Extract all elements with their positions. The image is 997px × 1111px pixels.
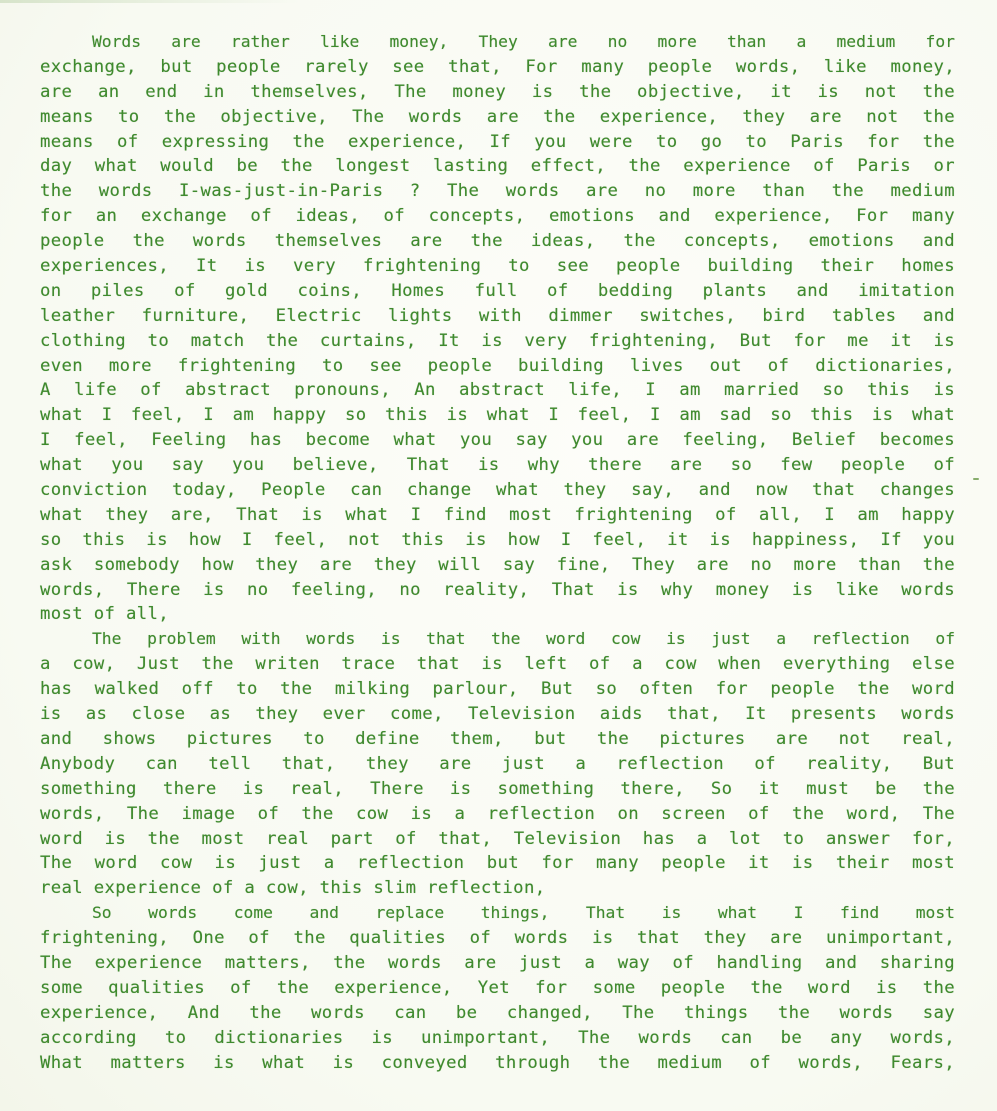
- text-line: something there is real, There is something there, So it must be the: [40, 778, 955, 799]
- text-line: what I feel, I am happy so this is what I feel, I am sad so this is what: [40, 405, 955, 426]
- text-line: people the words themselves are the ideas, the concepts, emotions and: [40, 231, 955, 252]
- text-line: means of expressing the experience, If you were to go to Paris for the: [40, 131, 955, 152]
- text-line: word is the most real part of that, Television has a lot to answer for,: [40, 828, 955, 849]
- text-line: has walked off to the milking parlour, But so often for people the word: [40, 679, 955, 700]
- text-line: so this is how I feel, not this is how I feel, it is happiness, If you: [40, 529, 955, 550]
- text-line: for an exchange of ideas, of concepts, emotions and experience, For many: [40, 206, 955, 227]
- text-line: some qualities of the experience, Yet for some people the word is the: [40, 977, 955, 998]
- text-line: the words I-was-just-in-Paris ? The words are no more than the medium: [40, 181, 955, 202]
- text-line: are an end in themselves, The money is the objective, it is not the: [40, 81, 955, 102]
- text-line: and shows pictures to define them, but the pictures are not real,: [40, 728, 955, 749]
- text-line: frightening, One of the qualities of words is that they are unimportant,: [40, 928, 955, 949]
- text-line: day what would be the longest lasting effect, the experience of Paris or: [40, 156, 955, 177]
- text-line: The problem with words is that the word cow is just a reflection of: [92, 629, 955, 649]
- text-line: most of all,: [40, 604, 170, 625]
- text-line: according to dictionaries is unimportant, The words can be any words,: [40, 1027, 955, 1048]
- text-line: on piles of gold coins, Homes full of bedding plants and imitation: [40, 280, 955, 301]
- text-line: even more frightening to see people building lives out of dictionaries,: [40, 355, 955, 376]
- page-edge-mark: [0, 0, 997, 3]
- text-line: what they are, That is what I find most frightening of all, I am happy: [40, 504, 955, 525]
- text-line: words, There is no feeling, no reality, That is why money is like words: [40, 579, 955, 600]
- ink-speck: [973, 478, 979, 480]
- typewritten-text: [40, 30, 955, 1075]
- text-line: experiences, It is very frightening to see people building their homes: [40, 256, 955, 277]
- text-line: ask somebody how they are they will say fine, They are no more than the: [40, 554, 955, 575]
- text-line: A life of abstract pronouns, An abstract life, I am married so this is: [40, 380, 955, 401]
- text-line: clothing to match the curtains, It is very frightening, But for me it is: [40, 330, 955, 351]
- text-line: exchange, but people rarely see that, For many people words, like money,: [40, 56, 955, 77]
- text-line: Anybody can tell that, they are just a reflection of reality, But: [40, 753, 955, 774]
- text-line: Words are rather like money, They are no more than a medium for: [92, 32, 955, 51]
- text-line: what you say you believe, That is why there are so few people of: [40, 455, 955, 476]
- text-line: means to the objective, The words are the experience, they are not the: [40, 106, 955, 127]
- text-line: What matters is what is conveyed through the medium of words, Fears,: [40, 1052, 955, 1073]
- text-line: is as close as they ever come, Television aids that, It presents words: [40, 704, 955, 725]
- text-line: words, The image of the cow is a reflection on screen of the word, The: [40, 803, 955, 824]
- text-line: So words come and replace things, That is what I find most: [92, 903, 955, 923]
- text-line: conviction today, People can change what they say, and now that changes: [40, 480, 955, 501]
- text-line: leather furniture, Electric lights with dimmer switches, bird tables and: [40, 305, 955, 326]
- text-line: The experience matters, the words are just a way of handling and sharing: [40, 952, 955, 973]
- text-line: real experience of a cow, this slim reflection,: [40, 878, 546, 899]
- text-line: The word cow is just a reflection but for many people it is their most: [40, 853, 955, 874]
- text-line: experience, And the words can be changed, The things the words say: [40, 1002, 955, 1023]
- text-line: a cow, Just the writen trace that is left of a cow when everything else: [40, 654, 955, 675]
- text-line: I feel, Feeling has become what you say you are feeling, Belief becomes: [40, 430, 955, 451]
